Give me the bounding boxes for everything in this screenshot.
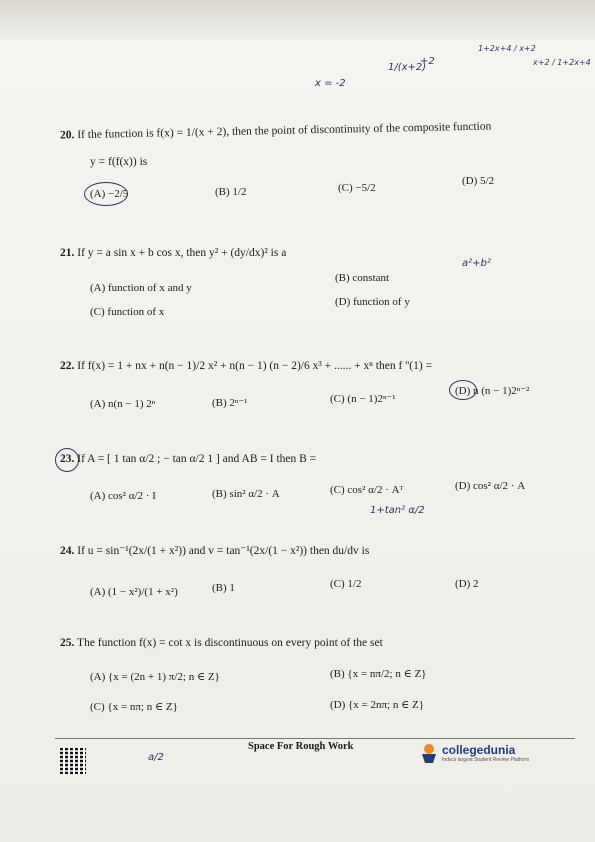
question-25 [60, 637, 383, 649]
question-text: If u = sin⁻¹(2x/(1 + x²)) and v = tan⁻¹(2x/(1 − x²)) then du/dv is [77, 545, 370, 557]
question-number: 20. [59, 129, 75, 142]
question-text: The function f(x) = cot x is discontinuous on every point of the set [77, 637, 383, 649]
footer-scribble: a/2 [148, 752, 164, 763]
top-scribble-3: +2 [420, 56, 435, 67]
page-shadow [0, 0, 595, 40]
q24-option-d: (D) 2 [455, 578, 479, 590]
q21-handwritten-work: a²+b² [462, 258, 491, 269]
question-number: 23. [60, 453, 75, 465]
question-text: If y = a sin x + b cos x, then y² + (dy/dx)² is a [77, 247, 287, 259]
top-scribble-2: 1/(x+2) [388, 62, 427, 73]
question-20-line2: y = f(f(x)) is [90, 156, 148, 168]
q20-option-c: (C) −5/2 [338, 182, 376, 194]
question-24 [60, 543, 369, 557]
qr-code-icon [60, 748, 86, 774]
question-21 [60, 247, 286, 259]
question-text: If f(x) = 1 + nx + n(n − 1)/2 x² + n(n − 1) (n − 2)/6 x³ + ...... + xⁿ then f ''(1) = [77, 360, 433, 372]
top-scribble-1: x = -2 [315, 78, 346, 89]
q20-option-a: (A) −2/5 [90, 188, 129, 200]
rough-work-label: Space For Rough Work [248, 741, 354, 752]
collegedunia-logo [420, 742, 529, 764]
q22-option-b: (B) 2ⁿ⁻¹ [212, 397, 248, 409]
q23-option-d: (D) cos² α/2 · A [455, 480, 526, 492]
q21-option-a: (A) function of x and y [90, 282, 192, 294]
brand-tagline: India's largest Student Review Platform [442, 757, 530, 763]
q21-option-b: (B) constant [335, 272, 390, 284]
question-number: 24. [60, 545, 75, 557]
q21-option-d: (D) function of y [335, 296, 410, 308]
q22-option-d: (D) n (n − 1)2ⁿ⁻² [455, 385, 530, 397]
footer-divider [55, 738, 575, 739]
collegedunia-logo-icon [420, 742, 438, 764]
answer-circle [84, 182, 128, 206]
question-22 [60, 360, 432, 372]
top-scribble-4: 1+2x+4 / x+2 [478, 44, 536, 53]
q25-option-a: (A) {x = (2n + 1) π/2; n ∈ Z} [90, 671, 220, 683]
q25-option-b: (B) {x = nπ/2; n ∈ Z} [330, 668, 427, 680]
question-number: 25. [60, 637, 75, 649]
question-text: If the function is f(x) = 1/(x + 2), then the point of discontinuity of the composite function [77, 120, 492, 142]
question-23 [60, 453, 316, 465]
brand-name: collegedunia [442, 743, 516, 757]
question-text: If A = [ 1 tan α/2 ; − tan α/2 1 ] and AB = I then B = [77, 453, 317, 465]
q22-option-a: (A) n(n − 1) 2ⁿ [90, 398, 156, 410]
q20-option-d: (D) 5/2 [462, 175, 495, 187]
question-number: 22. [60, 360, 75, 372]
q24-option-a: (A) (1 − x²)/(1 + x²) [90, 586, 178, 598]
q25-option-d: (D) {x = 2nπ; n ∈ Z} [330, 699, 425, 711]
top-scribble-5: x+2 / 1+2x+4 [533, 58, 591, 67]
question-20 [60, 120, 492, 141]
q24-option-b: (B) 1 [212, 582, 235, 594]
q23-option-c: (C) cos² α/2 · Aᵀ [330, 484, 404, 496]
q23-option-b: (B) sin² α/2 · A [212, 488, 280, 500]
answer-circle [449, 380, 477, 400]
question-number: 21. [60, 247, 75, 259]
q25-option-c: (C) {x = nπ; n ∈ Z} [90, 701, 178, 713]
q21-option-c: (C) function of x [90, 306, 165, 318]
q23-handwritten-work: 1+tan² α/2 [370, 505, 425, 516]
q24-option-c: (C) 1/2 [330, 578, 362, 590]
q20-option-b: (B) 1/2 [215, 186, 247, 198]
q23-option-a: (A) cos² α/2 · I [90, 490, 156, 502]
q22-option-c: (C) (n − 1)2ⁿ⁻¹ [330, 393, 396, 405]
